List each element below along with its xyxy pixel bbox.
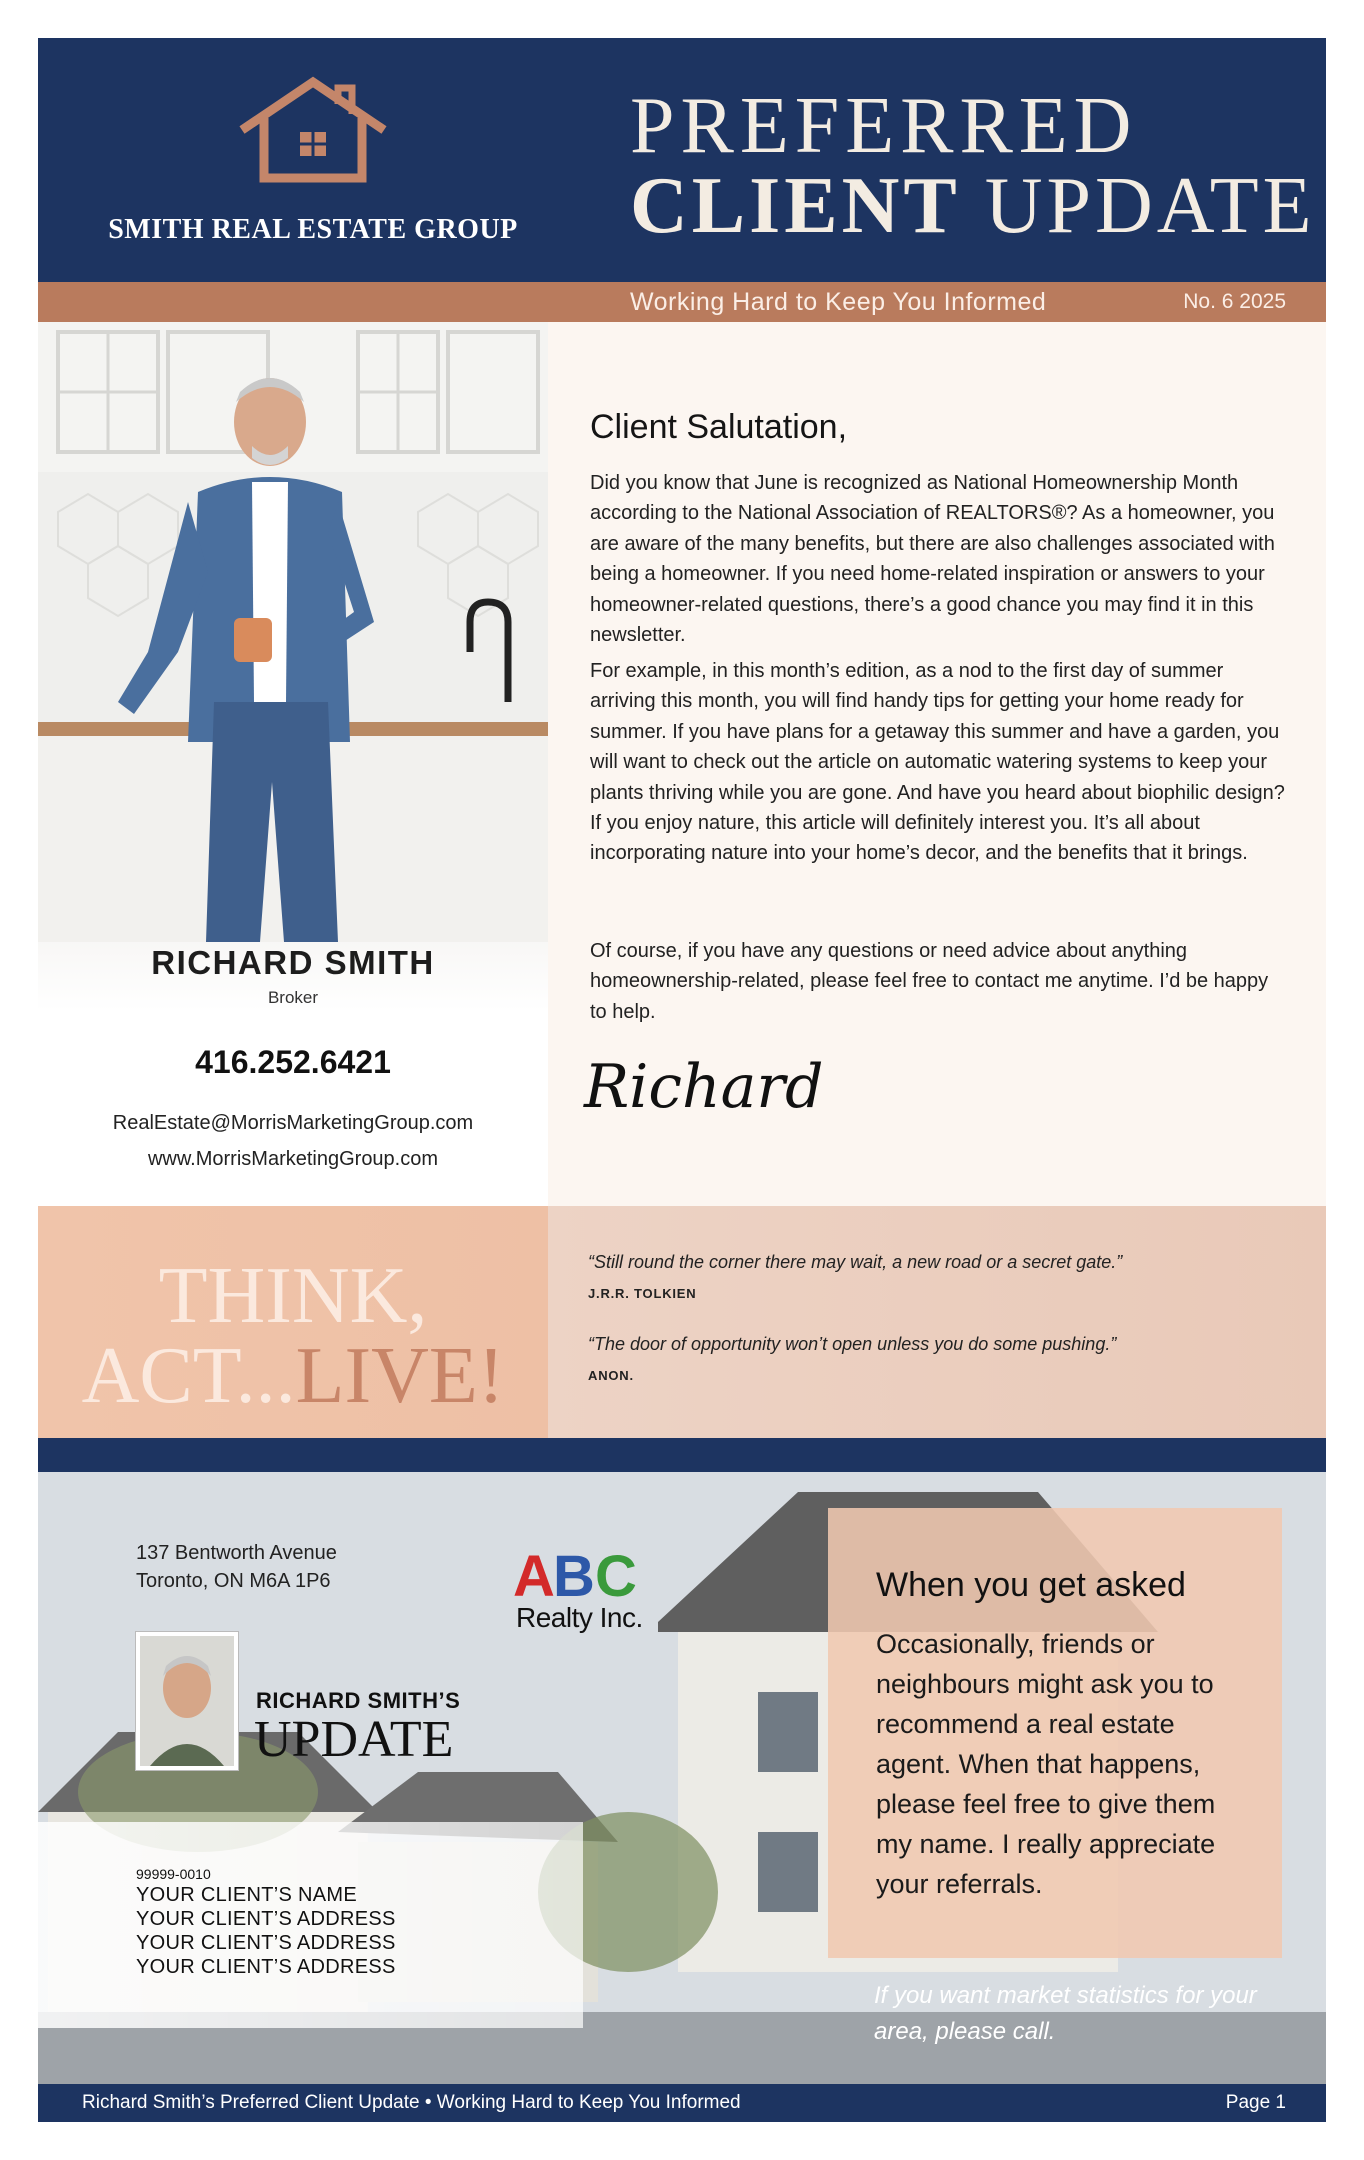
agent-email[interactable]: RealEstate@MorrisMarketingGroup.com xyxy=(112,1112,474,1134)
letter-salutation: Client Salutation, xyxy=(590,408,848,446)
market-stats-note: If you want market statistics for your area, please call. xyxy=(874,1982,1257,2045)
tagline: Working Hard to Keep You Informed xyxy=(630,288,1047,316)
agent-photo-panel xyxy=(38,322,548,1206)
page-number: Page 1 xyxy=(1225,2092,1286,2113)
title-rest-word: UPDATE xyxy=(960,162,1316,250)
motto-panel xyxy=(38,1206,548,1438)
letter-panel xyxy=(548,322,1326,1206)
client-address-line: YOUR CLIENT’S ADDRESS xyxy=(136,1956,396,1978)
logo-letter-b: B xyxy=(553,1548,595,1609)
client-code: 99999-0010 xyxy=(136,1866,211,1882)
quote-author: J.R.R. TOLKIEN xyxy=(588,1286,697,1301)
referral-title: When you get asked xyxy=(876,1566,1186,1604)
house-icon xyxy=(228,74,398,184)
quotes-panel xyxy=(548,1206,1326,1438)
agent-thumbnail xyxy=(136,1632,238,1770)
agent-name: RICHARD SMITH xyxy=(151,944,435,981)
agent-phone[interactable]: 416.252.6421 xyxy=(195,1044,391,1080)
office-address-line-2: Toronto, ON M6A 1P6 xyxy=(136,1570,331,1592)
logo-letter-c: C xyxy=(595,1548,637,1609)
client-name-line: YOUR CLIENT’S NAME xyxy=(136,1884,357,1906)
signature: Richard xyxy=(584,1052,824,1122)
letter-paragraph: For example, in this month’s edition, as a nod to the first day of summer arriving this month, you will find handy tips for getting your home ready for summer. If you have plans for a getaway this summer and have a garden, you will want to check out the article on automatic watering systems to keep your plants thriving while you are gone. And have you heard about biophilic design? If you enjoy nature, this article will definitely interest you. It’s all about incorporating nature into your home’s decor, and the benefits that it brings. xyxy=(590,660,1285,865)
newsletter-title-line-1: PREFERRED xyxy=(630,82,1138,170)
masthead xyxy=(38,38,1326,282)
quote-author: ANON. xyxy=(588,1368,634,1383)
referral-body: Occasionally, friends or neighbours might ask you to recommend a real estate agent. When that happens, please feel free to give them my name. I really appreciate your referrals. xyxy=(876,1629,1216,1899)
client-address-line: YOUR CLIENT’S ADDRESS xyxy=(136,1908,396,1930)
quote-text: “The door of opportunity won’t open unless you do some pushing.” xyxy=(588,1334,1117,1354)
footer-text: Richard Smith’s Preferred Client Update • Working Hard to Keep You Informed xyxy=(82,2092,741,2113)
update-label-big: UPDATE xyxy=(254,1711,454,1768)
footer-bar xyxy=(38,2084,1326,2122)
motto-live: LIVE! xyxy=(295,1332,505,1420)
agent-role: Broker xyxy=(267,988,319,1007)
motto-line-1: THINK, xyxy=(158,1252,428,1340)
letter-paragraph: Of course, if you have any questions or need advice about anything homeownership-related, please feel free to contact me anytime. I’d be happy to help. xyxy=(590,940,1269,1023)
company-name: Realty Inc. xyxy=(516,1602,643,1633)
mailer-panel xyxy=(38,1472,1326,2084)
tagline-strip xyxy=(38,282,1326,322)
agent-website[interactable]: www.MorrisMarketingGroup.com xyxy=(147,1148,439,1170)
update-label-top: RICHARD SMITH’S xyxy=(256,1688,461,1713)
office-address-line-1: 137 Bentworth Avenue xyxy=(136,1542,337,1564)
divider-bar xyxy=(38,1438,1326,1472)
motto-act: ACT... xyxy=(81,1332,296,1420)
brand-name: SMITH REAL ESTATE GROUP xyxy=(108,214,518,245)
client-address-line: YOUR CLIENT’S ADDRESS xyxy=(136,1932,396,1954)
issue-number: No. 6 2025 xyxy=(1183,290,1286,313)
newsletter-title-line-2 xyxy=(588,162,1316,250)
motto-line-2 xyxy=(38,1332,548,1420)
letter-paragraph: Did you know that June is recognized as National Homeownership Month according to the National Association of REALTORS®? As a homeowner, you are aware of the many benefits, but there are also challenges associated with being a homeowner. If you need home-related inspiration or answers to your homeowner-related questions, there’s a good chance you may find it in this newsletter. xyxy=(590,472,1275,647)
referral-box xyxy=(828,1508,1282,1958)
title-bold-word: CLIENT xyxy=(630,162,961,250)
logo-letter-a: A xyxy=(513,1548,555,1609)
agent-photo xyxy=(38,322,548,942)
quote-text: “Still round the corner there may wait, a new road or a secret gate.” xyxy=(588,1252,1123,1272)
